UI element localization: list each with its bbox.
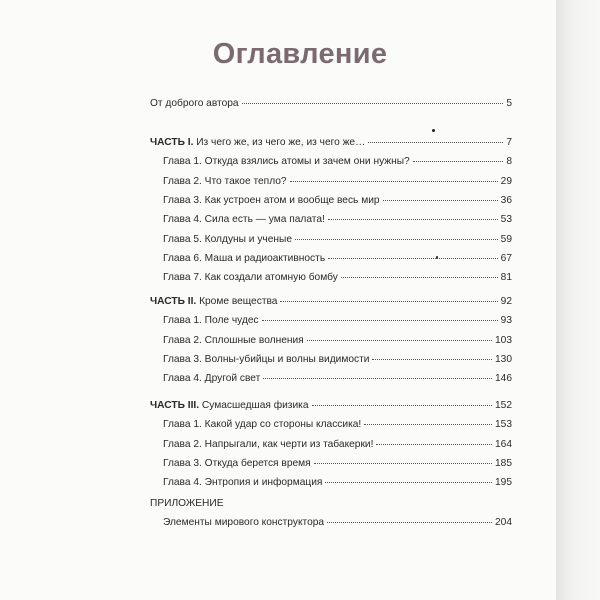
toc-entry-text xyxy=(163,439,373,450)
toc-entry-text xyxy=(150,98,239,109)
toc-entry-text xyxy=(163,253,325,264)
page-number: 153 xyxy=(495,419,512,431)
leader-dots xyxy=(383,200,498,201)
entry-title: Глава 4. Другой свет xyxy=(163,373,261,385)
leader-dots xyxy=(328,219,498,220)
page-number: 67 xyxy=(500,252,512,264)
entry-title: Глава 1. Какой удар со стороны классика! xyxy=(163,419,362,431)
entry-title: Глава 4. Сила есть — ума палата! xyxy=(163,214,325,226)
leader-dots xyxy=(341,277,498,278)
entry-title: Глава 7. Как создали атомную бомбу xyxy=(163,272,338,284)
toc-entry-text xyxy=(163,176,287,187)
appendix-heading: ПРИЛОЖЕНИЕ xyxy=(150,498,224,509)
toc-entry-text xyxy=(163,156,410,167)
leader-dots xyxy=(372,359,492,360)
leader-dots xyxy=(242,103,504,104)
toc-chapter xyxy=(163,176,512,187)
entry-title: Элементы мирового конструктора xyxy=(163,517,325,528)
entry-title: Кроме вещества xyxy=(196,296,278,307)
leader-dots xyxy=(413,161,504,162)
toc-entry-text xyxy=(163,373,260,384)
page-number: 164 xyxy=(495,438,512,450)
page-number: 130 xyxy=(495,353,512,365)
page-number: 8 xyxy=(506,156,512,168)
toc-chapter xyxy=(163,335,512,346)
toc-chapter xyxy=(163,477,512,488)
page-number: 195 xyxy=(495,477,512,489)
leader-dots xyxy=(327,522,492,523)
page-number: 204 xyxy=(495,517,512,528)
page-number: 185 xyxy=(495,457,512,469)
toc-entry-text xyxy=(163,419,361,430)
page-number: 93 xyxy=(500,315,512,327)
entry-title: Глава 1. Откуда взялись атомы и зачем они нужны? xyxy=(163,156,410,168)
leader-dots xyxy=(376,444,492,445)
toc-entry-text xyxy=(163,195,380,206)
toc-part xyxy=(150,137,512,148)
page-number: 103 xyxy=(495,334,512,346)
ink-speck xyxy=(436,256,438,259)
entry-title: Глава 2. Что такое тепло? xyxy=(163,175,287,187)
leader-dots xyxy=(314,463,492,464)
page-number: 53 xyxy=(500,214,512,226)
entry-title: Глава 4. Энтропия и информация xyxy=(163,477,323,489)
toc-chapter xyxy=(163,419,512,430)
page-title: Оглавление xyxy=(212,38,388,70)
toc-chapter xyxy=(163,195,512,206)
toc-chapter xyxy=(163,272,512,283)
leader-dots xyxy=(295,239,498,240)
part-label: ЧАСТЬ III. xyxy=(150,400,200,411)
leader-dots xyxy=(312,405,492,406)
page-number: 59 xyxy=(500,233,512,245)
toc-entry-text xyxy=(150,296,277,307)
toc-entry-text xyxy=(163,272,338,283)
toc-chapter xyxy=(163,315,512,326)
ink-speck xyxy=(432,129,435,132)
page-number: 92 xyxy=(500,296,512,307)
part-label: ЧАСТЬ II. xyxy=(150,296,197,307)
entry-title: Сумасшедшая физика xyxy=(199,400,309,411)
entry-title: Глава 3. Откуда берется время xyxy=(163,457,311,469)
entry-title: Глава 3. Как устроен атом и вообще весь мир xyxy=(163,194,380,206)
leader-dots xyxy=(328,258,498,259)
entry-title: Глава 3. Волны-убийцы и волны видимости xyxy=(163,353,370,365)
toc-entry-text xyxy=(163,517,324,528)
toc-chapter xyxy=(163,458,512,469)
leader-dots xyxy=(325,482,492,483)
toc-part xyxy=(150,400,512,411)
toc-chapter xyxy=(163,354,512,365)
page-number: 152 xyxy=(495,400,512,411)
leader-dots xyxy=(307,340,492,341)
page-number: 29 xyxy=(500,175,512,187)
page-number: 36 xyxy=(500,194,512,206)
leader-dots xyxy=(280,301,497,302)
toc-chapter xyxy=(163,214,512,225)
toc-entry-text xyxy=(150,137,365,148)
entry-title: Из чего же, из чего же, из чего же… xyxy=(193,137,366,148)
toc-chapter xyxy=(163,373,512,384)
toc-chapter xyxy=(163,156,512,167)
entry-title: Глава 1. Поле чудес xyxy=(163,315,259,327)
entry-title: Глава 5. Колдуны и ученые xyxy=(163,233,293,245)
toc-chapter xyxy=(163,253,512,264)
toc-entry-text xyxy=(163,335,304,346)
toc-intro xyxy=(150,98,512,109)
leader-dots xyxy=(290,181,498,182)
toc-entry-text xyxy=(163,315,259,326)
page-number: 7 xyxy=(506,137,512,148)
toc-entry-text xyxy=(163,354,369,365)
toc-entry-text xyxy=(150,400,309,411)
toc-part xyxy=(150,296,512,307)
leader-dots xyxy=(368,142,503,143)
leader-dots xyxy=(263,378,492,379)
entry-title: Глава 2. Сплошные волнения xyxy=(163,334,304,346)
toc-entry-text xyxy=(163,477,322,488)
toc-entry-text xyxy=(163,458,311,469)
toc-chapter xyxy=(163,234,512,245)
toc-entry-text xyxy=(163,214,325,225)
leader-dots xyxy=(364,424,492,425)
entry-title: Глава 2. Напрыгали, как черти из табакерки! xyxy=(163,438,374,450)
toc-appendix-item xyxy=(163,517,512,528)
page-number: 81 xyxy=(500,272,512,284)
entry-title: От доброго автора xyxy=(150,98,239,109)
leader-dots xyxy=(262,320,498,321)
page-number: 5 xyxy=(506,98,512,109)
part-label: ЧАСТЬ I. xyxy=(150,137,194,148)
entry-title: Глава 6. Маша и радиоактивность xyxy=(163,252,326,264)
toc-entry-text xyxy=(163,234,292,245)
page-number: 146 xyxy=(495,373,512,385)
toc-chapter xyxy=(163,439,512,450)
